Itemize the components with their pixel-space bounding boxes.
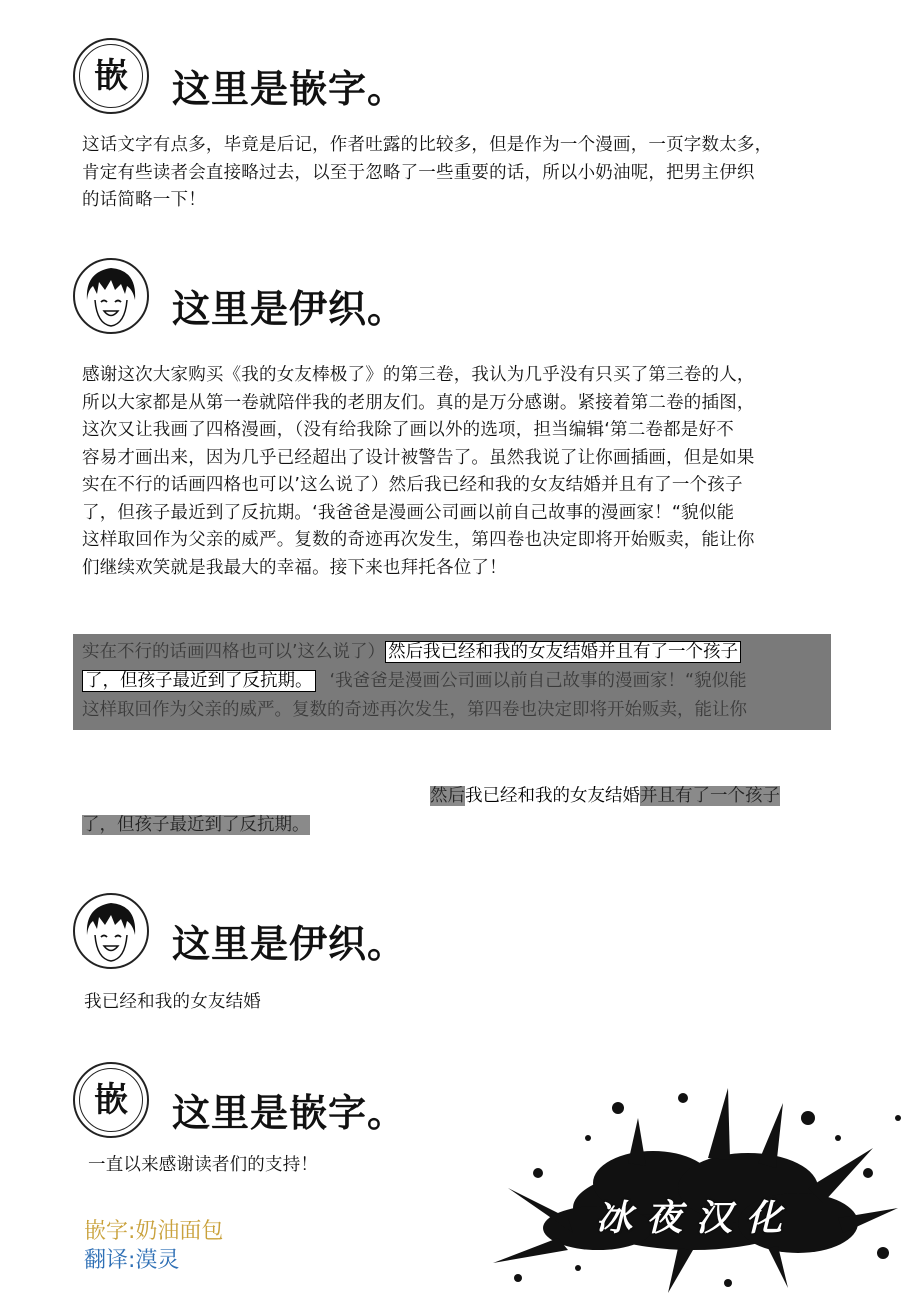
embed-heading: 这里是嵌字。 (172, 67, 407, 111)
embed-thanks-text: 一直以来感谢读者们的支持！ (88, 1155, 319, 1175)
gray-text: 然后 (430, 786, 465, 806)
paragraph-line: 所以大家都是从第一卷就陪伴我的老朋友们。真的是万分感谢。紧接着第二卷的插图， (82, 392, 755, 413)
paragraph-line: 实在不行的话画四格也可以’这么说了）然后我已经和我的女友结婚并且有了一个孩子 (82, 475, 743, 495)
avatar-ring (79, 44, 143, 108)
credit-embed: 嵌字:奶油面包 (84, 1219, 224, 1244)
paragraph-line: 的话简略一下！ (82, 190, 206, 210)
paragraph-line: 这样取回作为父亲的威严。复数的奇迹再次发生，第四卷也决定即将开始贩卖，能让你 (82, 530, 755, 550)
paragraph-line: 容易才画出来，因为几乎已经超出了设计被警告了。虽然我说了让你画插画，但是如果 (82, 447, 755, 468)
paragraph-line: 们继续欢笑就是我最大的幸福。接下来也拜托各位了！ (82, 557, 507, 578)
paragraph-line: 这话文字有点多，毕竟是后记，作者吐露的比较多，但是作为一个漫画，一页字数太多， (82, 135, 773, 155)
dimmed-text: 这样取回作为父亲的威严。复数的奇迹再次发生，第四卷也决定即将开始贩卖，能让你 (82, 700, 747, 720)
paragraph-line: 了，但孩子最近到了反抗期。‘我爸爸是漫画公司画以前自己故事的漫画家！“貌似能 (82, 502, 735, 523)
paragraph-line: 这次又让我画了四格漫画，（没有给我除了画以外的选项，担当编辑‘第二卷都是好不 (82, 420, 734, 440)
highlighted-text: 然后我已经和我的女友结婚并且有了一个孩子 (385, 641, 741, 663)
embed-paragraph (82, 132, 772, 215)
highlighted-text: 了，但孩子最近到了反抗期。 (82, 670, 316, 692)
highlight-row-1 (82, 639, 741, 665)
iori-avatar (73, 258, 149, 334)
group-logo (478, 1078, 911, 1296)
iori-face-icon (75, 895, 147, 967)
gray-text: 了，但孩子最近到了反抗期。 (82, 815, 310, 835)
iori-avatar (73, 893, 149, 969)
embed-avatar (73, 38, 149, 114)
highlight2-row-2 (82, 812, 310, 838)
ink-splash-icon (478, 1078, 911, 1296)
credit-translate: 翻译:漠灵 (84, 1248, 180, 1273)
paragraph-line: 感谢这次大家购买《我的女友棒极了》的第三卷，我认为几乎没有只买了第三卷的人， (82, 365, 755, 385)
dimmed-text: ‘我爸爸是漫画公司画以前自己故事的漫画家！“貌似能 (329, 671, 747, 691)
iori-paragraph (82, 362, 755, 582)
highlight2-row-1 (430, 783, 780, 809)
dimmed-text: 实在不行的话画四格也可以’这么说了） (82, 642, 386, 662)
highlighted-text: 我已经和我的女友结婚 (465, 786, 640, 806)
iori-face-icon (75, 260, 147, 332)
avatar-ring (79, 1068, 143, 1132)
embed-heading: 这里是嵌字。 (172, 1091, 407, 1135)
highlight-row-2 (82, 668, 747, 694)
highlight-row-3 (82, 697, 747, 723)
iori-heading: 这里是伊织。 (172, 287, 407, 331)
logo-text: 冰夜汉化 (595, 1197, 796, 1239)
iori-short-text: 我已经和我的女友结婚 (84, 992, 261, 1012)
embed-avatar-char: 嵌 (94, 1080, 128, 1120)
embed-avatar-char: 嵌 (94, 56, 128, 96)
paragraph-line: 肯定有些读者会直接略过去，以至于忽略了一些重要的话，所以小奶油呢，把男主伊织 (82, 162, 755, 183)
iori-heading: 这里是伊织。 (172, 922, 407, 966)
gray-text: 并且有了一个孩子 (640, 786, 780, 806)
embed-avatar (73, 1062, 149, 1138)
